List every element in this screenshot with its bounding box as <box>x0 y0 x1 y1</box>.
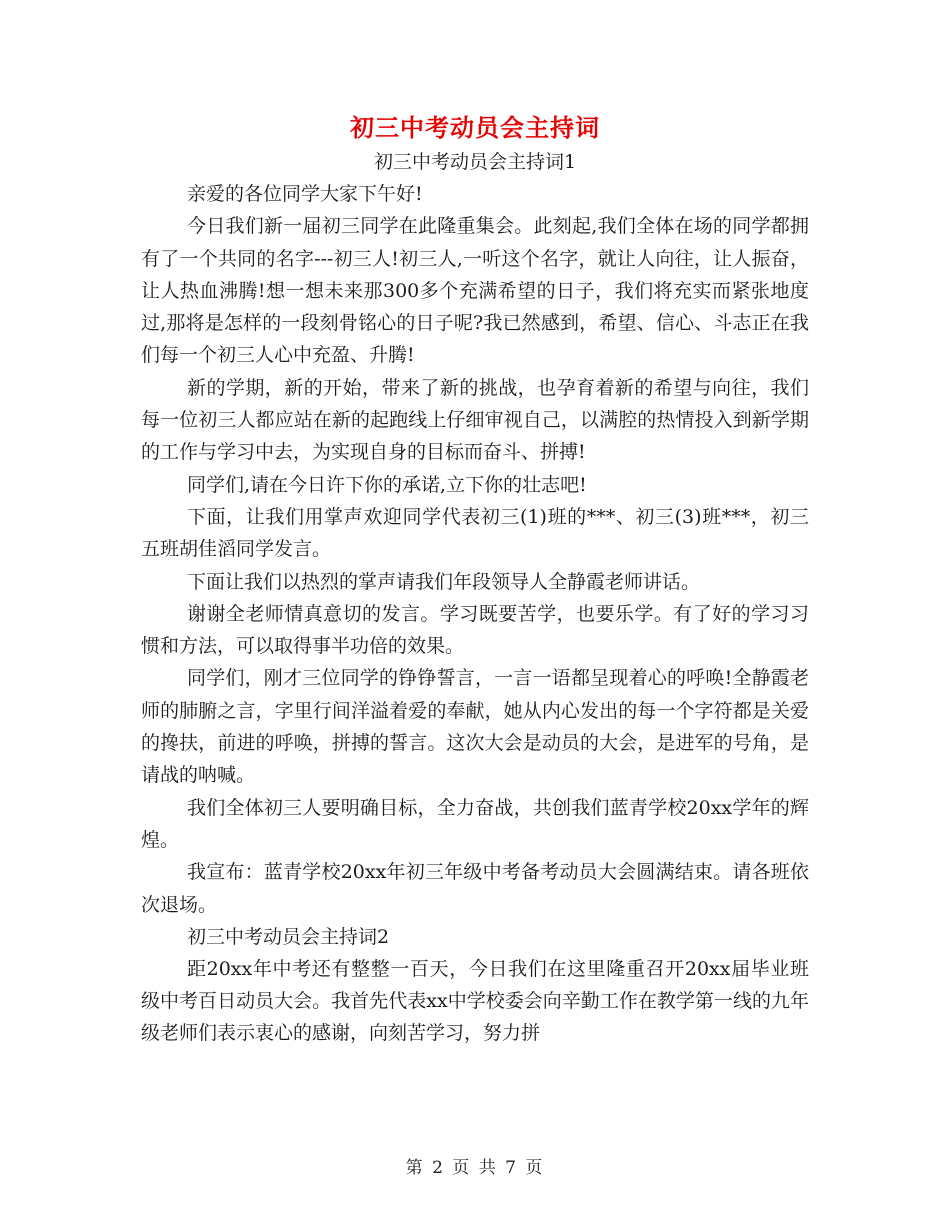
section-heading-1: 初三中考动员会主持词1 <box>373 151 577 173</box>
page-footer: 第 2 页 共 7 页 <box>405 1158 545 1178</box>
paragraph: 距20xx年中考还有整整一百天，今日我们在这里隆重召开20xx届毕业班级中考百日动员大会。我首先代表xx中学校委会向辛勤工作在教学第一线的九年级老师们表示衷心的感谢，向刻苦学习，努力拼 <box>141 957 809 1045</box>
paragraph: 同学们,请在今日许下你的承诺,立下你的壮志吧! <box>187 473 587 496</box>
paragraph: 我宣布：蓝青学校20xx年初三年级中考备考动员大会圆满结束。请各班依次退场。 <box>141 861 809 916</box>
paragraph: 谢谢全老师情真意切的发言。学习既要苦学，也要乐学。有了好的学习习惯和方法，可以取得事半功倍的效果。 <box>141 602 809 658</box>
paragraph: 我们全体初三人要明确目标，全力奋战，共创我们蓝青学校20xx学年的辉煌。 <box>141 796 809 851</box>
paragraph-greeting: 亲爱的各位同学大家下午好! <box>187 183 423 205</box>
section-heading-2: 初三中考动员会主持词2 <box>187 925 390 948</box>
document-body <box>141 146 809 1050</box>
paragraph: 同学们，刚才三位同学的铮铮誓言，一言一语都呈现着心的呼唤!全静霞老师的肺腑之言，字里行间洋溢着爱的奉献，她从内心发出的每一个字符都是关爱的搀扶，前进的呼唤，拼搏的誓言。这次大会是动员的大会，是进军的号角，是请战的呐喊。 <box>141 667 809 787</box>
paragraph: 今日我们新一届初三同学在此隆重集会。此刻起,我们全体在场的同学都拥有了一个共同的名字---初三人!初三人,一听这个名字，就让人向往，让人振奋，让人热血沸腾!想一想未来那300多个充满希望的日子，我们将充实而紧张地度过,那将是怎样的一段刻骨铭心的日子呢?我已然感到，希望、信心、斗志正在我们每一个初三人心中充盈、升腾! <box>141 215 809 367</box>
page-title: 初三中考动员会主持词 <box>350 113 600 142</box>
paragraph: 下面，让我们用掌声欢迎同学代表初三(1)班的***、初三(3)班***，初三五班胡佳滔同学发言。 <box>141 505 809 561</box>
paragraph: 新的学期，新的开始，带来了新的挑战，也孕育着新的希望与向往，我们每一位初三人都应站在新的起跑线上仔细审视自己，以满腔的热情投入到新学期的工作与学习中去，为实现自身的目标而奋斗、拼搏! <box>141 376 809 464</box>
paragraph: 下面让我们以热烈的掌声请我们年段领导人全静霞老师讲话。 <box>187 570 701 593</box>
